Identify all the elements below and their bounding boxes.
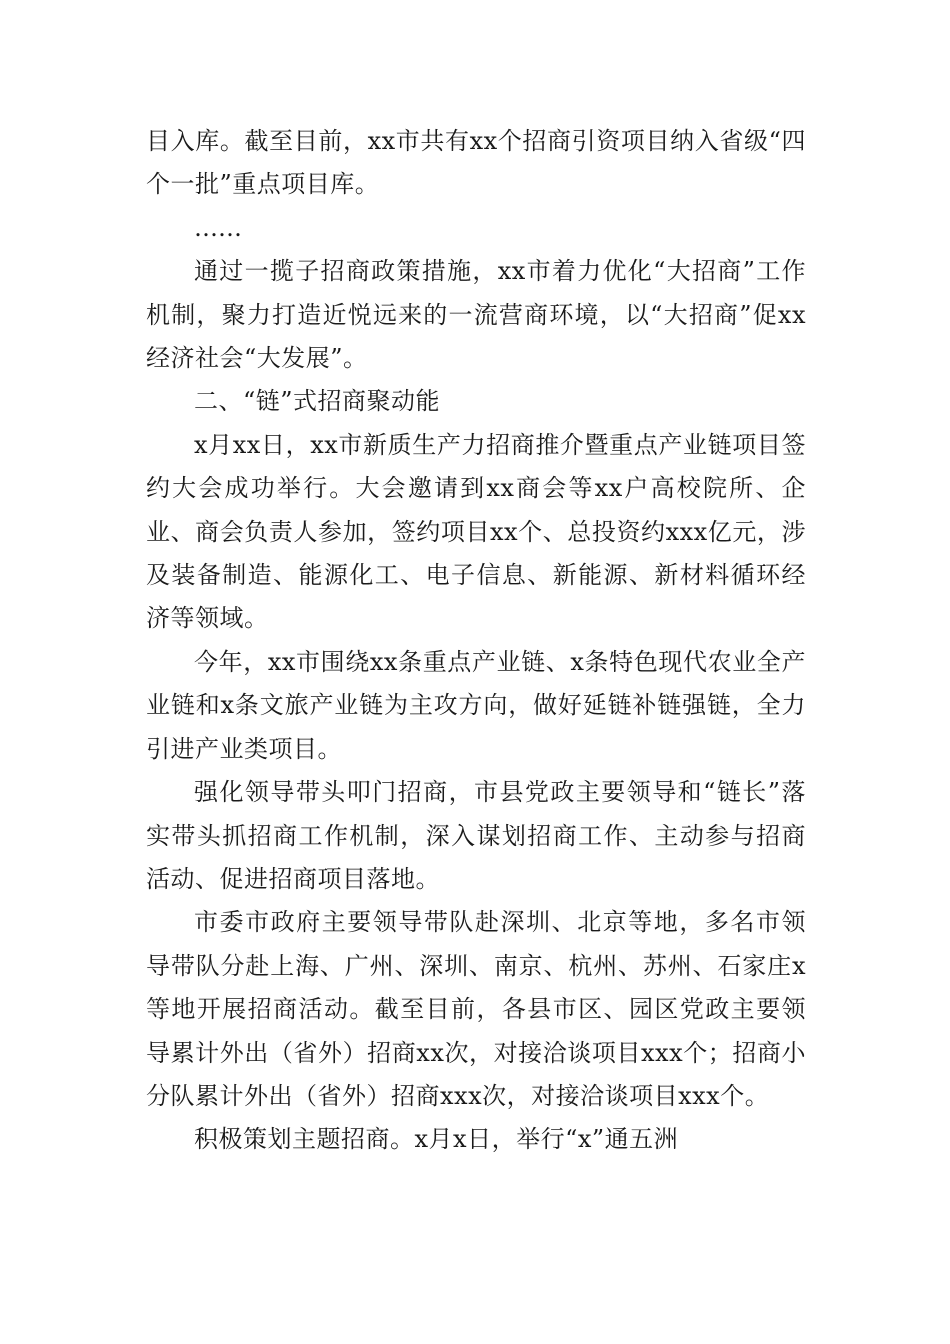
paragraph: 今年，xx市围绕xx条重点产业链、x条特色现代农业全产业链和x条文旅产业链为主攻方向，做好延链补链强链，全力引进产业类项目。: [146, 647, 806, 763]
paragraph: 通过一揽子招商政策措施，xx市着力优化“大招商”工作机制，聚力打造近悦远来的一流营商环境，以“大招商”促xx经济社会“大发展”。: [146, 257, 806, 373]
paragraph: 强化领导带头叩门招商，市县党政主要领导和“链长”落实带头抓招商工作机制，深入谋划招商工作、主动参与招商活动、促进招商项目落地。: [146, 778, 806, 893]
paragraph: x月xx日，xx市新质生产力招商推介暨重点产业链项目签约大会成功举行。大会邀请到xx商会等xx户高校院所、企业、商会负责人参加，签约项目xx个、总投资约xxx亿元，涉及装备制造、能源化工、电子信息、新能源、新材料循环经济等领域。: [146, 430, 806, 633]
paragraph: 积极策划主题招商。x月x日，举行“x”通五洲: [194, 1125, 679, 1154]
paragraph: 市委市政府主要领导带队赴深圳、北京等地，多名市领导带队分赴上海、广州、深圳、南京、杭州、苏州、石家庄x等地开展招商活动。截至目前，各县市区、园区党政主要领导累计外出（省外）招商xx次，对接洽谈项目xxx个；招商小分队累计外出（省外）招商xxx次，对接洽谈项目xxx个。: [146, 908, 806, 1110]
section-heading: 二、“链”式招商聚动能: [194, 387, 441, 416]
document-body: [146, 120, 806, 1162]
paragraph-ellipsis: ……: [194, 213, 242, 242]
paragraph-continuation: 目入库。截至目前，xx市共有xx个招商引资项目纳入省级“四个一批”重点项目库。: [146, 127, 806, 199]
